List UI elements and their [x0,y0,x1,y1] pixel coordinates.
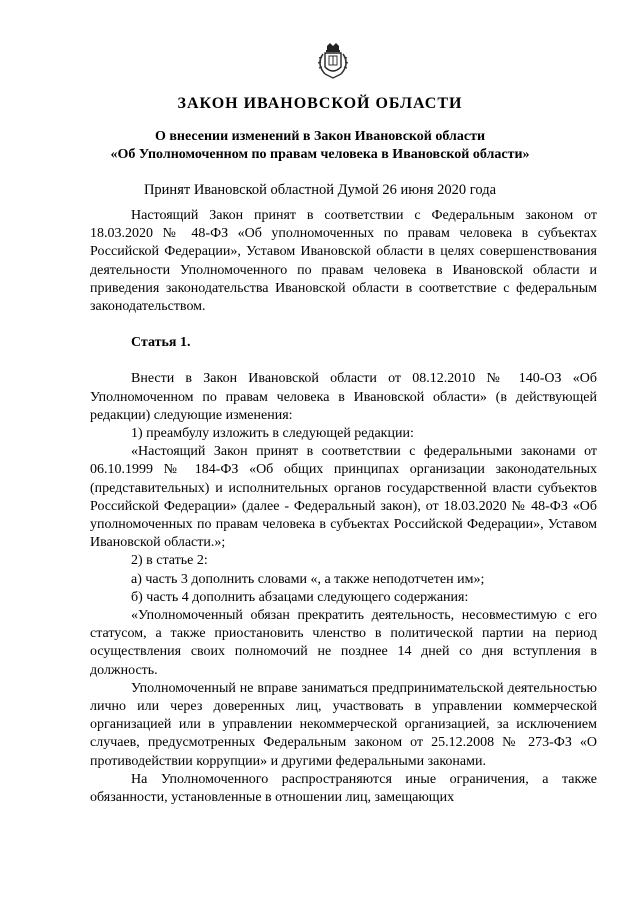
preamble-paragraph: Настоящий Закон принят в соответствии с Федеральным законом от 18.03.2020 № 48-ФЗ «Об уполномоченных по правам человека в субъектах Российской Федерации», Уставом Ивановской области в целях совершенствования деятельности Уполномоченного по правам человека в Ивановской области и приведения законодательства Ивановской области в соответствие с федеральным законодательством. [90,208,597,315]
article-paragraph: Уполномоченный не вправе заниматься предпринимательской деятельностью лично или через доверенных лиц, участвовать в управлении коммерческой организацией или в управлении некоммерческой организацией, за исключением случаев, предусмотренных Федеральным законом от 25.12.2008 № 273-ФЗ «О противодействии коррупции» и другими федеральными законами. [90,680,597,769]
law-subtitle-line-1: О внесении изменений в Закон Ивановской области [154,129,486,144]
adoption-statement: Принят Ивановской областной Думой 26 июня 2020 года [143,182,497,198]
law-body [90,207,597,807]
article-paragraph: 2) в статье 2: [131,553,208,569]
article-paragraph: «Уполномоченный обязан прекратить деятельность, несовместимую с его статусом, а также приостановить членство в политической партии на период осуществления своих полномочий не позднее 14 дней со дня вступления в должность. [90,608,597,678]
ivanovo-coat-of-arms-icon [310,42,356,82]
law-subtitle-line-2: «Об Уполномоченном по правам человека в Ивановской области» [110,147,530,162]
article-paragraph: б) часть 4 дополнить абзацами следующего содержания: [131,589,469,605]
article-paragraph: Внести в Закон Ивановской области от 08.12.2010 № 140-ОЗ «Об Уполномоченном по правам человека в Ивановской области» (в действующей редакции) следующие изменения: [90,371,597,423]
article-paragraph: а) часть 3 дополнить словами «, а также неподотчетен им»; [131,571,485,587]
article-paragraph: «Настоящий Закон принят в соответствии с федеральными законами от 06.10.1999 № 184-ФЗ «Об общих принципах организации законодательных (представительных) и исполнительных органов государственной власти субъектов Российской Федерации» (далее - Федеральный закон), от 18.03.2020 № 48-ФЗ «Об уполномоченных по правам человека в субъектах Российской Федерации», Уставом Ивановской области.»; [90,444,597,551]
article-heading: Статья 1. [131,335,191,351]
article-paragraph: 1) преамбулу изложить в следующей редакции: [131,426,414,442]
article-paragraph: На Уполномоченного распространяются иные ограничения, а также обязанности, установленные в отношении лиц, замещающих [90,771,597,806]
law-title: ЗАКОН ИВАНОВСКОЙ ОБЛАСТИ [177,95,463,112]
